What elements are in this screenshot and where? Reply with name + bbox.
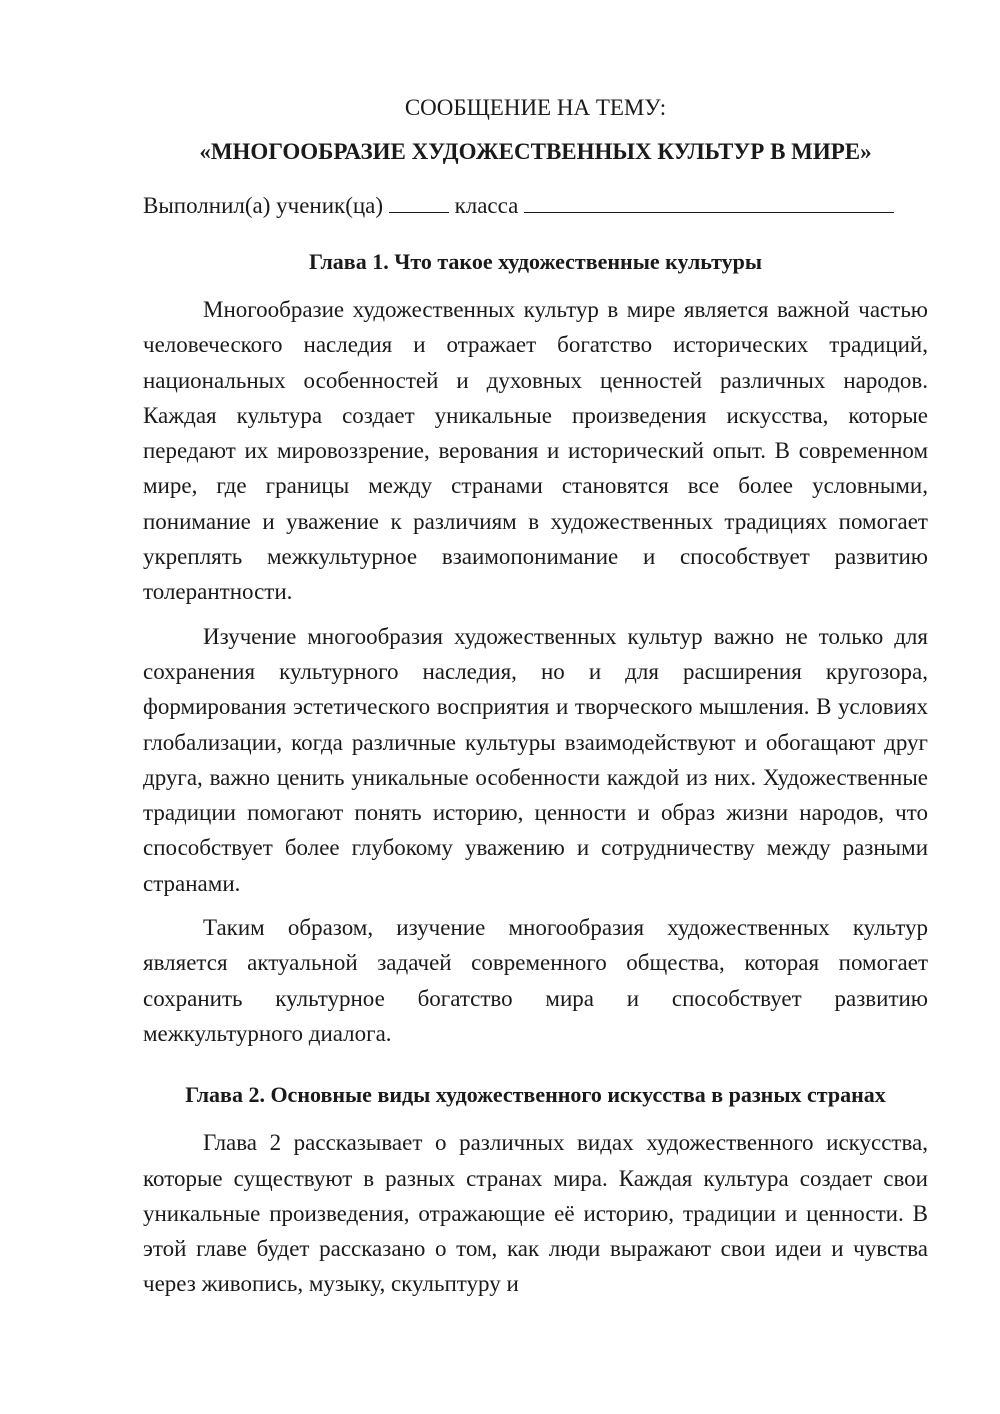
chapter-1-paragraph-1: Многообразие художественных культур в мире является важной частью человеческого наследия и отражает богатство исторических традиций, национальных особенностей и духовных ценностей различных народов. Каждая культура создает уникальные произведения искусства, которые передают их мировоззрение, верования и исторический опыт. В современном мире, где границы между странами становятся все более условными, понимание и уважение к различиям в художественных традициях помогает укреплять межкультурное взаимопонимание и способствует развитию толерантности.: [143, 297, 928, 605]
class-number-blank[interactable]: [389, 190, 449, 213]
author-prefix: Выполнил(а) ученик(ца): [143, 193, 384, 218]
document-title-line1: СООБЩЕНИЕ НА ТЕМУ:: [404, 95, 667, 120]
chapter-1-paragraph-2: Изучение многообразия художественных культур важно не только для сохранения культурного наследия, но и для расширения кругозора, формирования эстетического восприятия и творческого мышления. В условиях глобализации, когда различные культуры взаимодействуют и обогащают друг друга, важно ценить уникальные особенности каждой из них. Художественные традиции помогают понять историю, ценности и образ жизни народов, что способствует более глубокому уважению и сотрудничеству между разными странами.: [143, 623, 928, 896]
chapter-1-heading: Глава 1. Что такое художественные культуры: [308, 249, 763, 274]
document-title-topic: «МНОГООБРАЗИЕ ХУДОЖЕСТВЕННЫХ КУЛЬТУР В МИРЕ»: [199, 139, 872, 164]
document-page: [143, 90, 928, 1302]
student-name-blank[interactable]: [524, 190, 894, 213]
chapter-2-heading: Глава 2. Основные виды художественного искусства в разных странах: [185, 1082, 886, 1108]
author-line: [143, 188, 928, 224]
author-class-word: класса: [454, 193, 519, 218]
chapter-1-paragraph-3: Таким образом, изучение многообразия художественных культур является актуальной задачей современного общества, которая помогает сохранить культурное богатство мира и способствует развитию межкультурного диалога.: [143, 915, 928, 1046]
chapter-2-paragraph-1: Глава 2 рассказывает о различных видах художественного искусства, которые существуют в разных странах мира. Каждая культура создает свои уникальные произведения, отражающие её историю, традиции и ценности. В этой главе будет рассказано о том, как люди выражают свои идеи и чувства через живопись, музыку, скульптуру и: [143, 1130, 928, 1297]
